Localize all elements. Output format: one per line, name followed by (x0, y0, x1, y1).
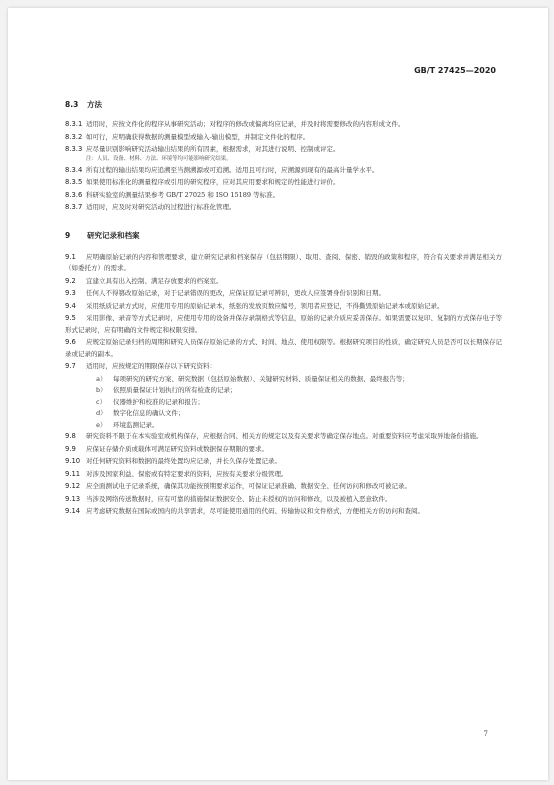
clause-number: 8.3.4 (65, 165, 83, 174)
clause-text: 任何人不得篡改原始记录，对于记录错误的更改，应保证原记录可辨识，更改人应签署身份识别和日期。 (86, 289, 385, 297)
clause-text: 适用时，应按规定的期限保存以下研究资料： (86, 362, 216, 370)
clause (65, 119, 502, 131)
section-number: 9 (65, 230, 71, 240)
list-item-text: 每项研究的研究方案、研究数据（包括原始数据）、关键研究材料、质量保证相关的数据、最终报告等； (113, 374, 409, 383)
document-page (8, 8, 548, 780)
clause-number: 8.3.5 (65, 178, 83, 186)
clause-number: 9.4 (65, 301, 76, 310)
clause-list (65, 431, 502, 518)
clause-text: 应保证存储介质或载体可满足研究资料或数据保存期限的要求。 (86, 444, 268, 453)
clause (65, 431, 502, 443)
clause (65, 132, 502, 144)
clause-number: 9.11 (65, 469, 81, 478)
section-title: 方法 (87, 100, 102, 109)
clause (65, 252, 502, 275)
clause-number: 9.7 (65, 362, 76, 370)
clause-text: 宜建立具有出入控制、满足存放要求的档案室。 (86, 276, 223, 285)
clause-text: 应全面测试电子记录系统，确保其功能按预期要求运作，可保证记录准确、数据安全、任何访问和修改可被记录。 (86, 482, 411, 490)
clause (65, 361, 502, 373)
list-item (65, 397, 502, 409)
document-body (65, 100, 502, 519)
clause-text: 应考虑研究数据在国际或国内的共享需求，尽可能使用通用的代码、传输协议和文件格式，方便相关方的访问和查阅。 (86, 507, 424, 515)
clause-number: 8.3.7 (65, 203, 83, 211)
section-title: 研究记录和档案 (87, 230, 140, 240)
clause-list (65, 119, 502, 156)
clause-number: 8.3.6 (65, 190, 83, 199)
clause-number: 9.10 (65, 457, 81, 465)
section-heading (65, 100, 502, 110)
list-item-text: 仪器维护和校准的记录和报告； (113, 397, 204, 406)
clause (65, 288, 502, 300)
clause (65, 456, 502, 468)
list-item (65, 374, 502, 386)
clause-list (65, 165, 502, 214)
list-item-text: 依照质量保证计划执行的所有检查的记录； (113, 386, 237, 394)
clause-text: 如果使用标准化的测量程序或引用的研究程序，应对其应用要求和规定的性能进行评价。 (86, 178, 340, 186)
clause-list (65, 252, 502, 373)
clause-text: 所有过程的输出结果均应追溯至当测溯源或可追溯。适用且可行时，应溯源到现有的最高计量学水平。 (86, 165, 379, 174)
clause-text: 如可行，应明确获得数据的测量模型或输入-输出模型，并制定文件化的程序。 (86, 132, 310, 141)
clause-text: 采用影像、录音等方式记录时，应使用专用的设备并保存录制格式等信息，原始的记录介质应妥善保存。如果需要以复印、复制的方式保存电子等形式记录时，应有明确的文件规定和权限安排。 (65, 314, 502, 334)
clause (65, 313, 502, 336)
list-item-text: 数字化信息的确认文件； (113, 409, 185, 417)
enumerated-list (65, 374, 502, 432)
list-item (65, 420, 502, 432)
list-item (65, 408, 502, 420)
clause (65, 276, 502, 288)
clause-text: 研究资料不限于在本实验室或机构保存，应根据合同、相关方的规定以及有关要求等确定保存地点。对重要资料应考虑采取异地备份措施。 (86, 432, 483, 440)
clause (65, 494, 502, 506)
note: 注：人员、设备、材料、方法、环境等均可能影响研究结果。 (86, 155, 232, 162)
clause (65, 301, 502, 313)
clause (65, 506, 502, 518)
clause-number: 9.9 (65, 444, 76, 453)
clause-number: 9.1 (65, 252, 76, 261)
clause-number: 9.6 (65, 338, 76, 346)
clause-number: 8.3.1 (65, 120, 83, 128)
clause-number: 8.3.3 (65, 145, 83, 153)
list-marker: e） (96, 420, 107, 429)
clause-number: 9.2 (65, 276, 76, 285)
clause-number: 8.3.2 (65, 132, 83, 141)
list-marker: b） (96, 386, 107, 394)
clause (65, 202, 502, 214)
list-marker: a） (96, 374, 107, 383)
clause-number: 9.12 (65, 482, 81, 490)
clause-text: 应明确原始记录的内容和管理要求，建立研究记录和档案保存（包括期限）、取用、查阅、保密、销毁的政策和程序，符合有关要求并满足相关方（如委托方）的需求。 (65, 252, 502, 272)
section-number: 8.3 (65, 100, 79, 109)
standard-number: GB/T 27425—2020 (414, 66, 496, 75)
list-item (65, 385, 502, 397)
clause (65, 469, 502, 481)
clause-number: 9.14 (65, 507, 81, 515)
clause-text: 适用时，应及时对研究活动的过程进行标准化管理。 (86, 203, 236, 211)
clause (65, 177, 502, 189)
clause-text: 应规定原始记录归档的周期和研究人员保存原始记录的方式、时间、地点、使用权限等。根据研究项目的性质，确定研究人员是否可以长期保存记录或记录的副本。 (65, 338, 502, 358)
list-marker: c） (96, 397, 107, 406)
list-marker: d） (96, 409, 107, 417)
clause-text: 适用时，应按文件化的程序从事研究活动；对程序的修改或偏离均应记录，并及时将需要修改的内容形成文件。 (86, 120, 405, 128)
clause (65, 337, 502, 360)
clause-text: 应尽量识别影响研究活动输出结果的所有因素，根据需求，对其进行说明、控制或评定。 (86, 145, 340, 153)
clause (65, 165, 502, 177)
clause-text: 对任何研究资料和数据的最终处置均应记录，并长久保存处置记录。 (86, 457, 281, 465)
clause (65, 481, 502, 493)
list-item-text: 环境监测记录。 (113, 420, 159, 429)
clause (65, 190, 502, 202)
clause-text: 科研实验室的测量结果参考 GB/T 27025 和 ISO 15189 等标准。 (86, 190, 280, 199)
clause-text: 采用纸质记录方式时，应使用专用的原始记录本，纸张的发放页数应编号，领用者应登记，不得撕毁原始记录本或原始记录。 (86, 301, 444, 310)
clause-text: 当涉及网络传送数据时，应有可靠的措施保证数据安全、防止未授权的访问和修改，以及被植入恶意软件。 (86, 494, 392, 503)
clause-number: 9.13 (65, 494, 81, 503)
clause-text: 对涉及国家利益、保密或有特定要求的资料，应按有关要求分级管理。 (86, 469, 288, 478)
clause-number: 9.8 (65, 432, 76, 440)
clause (65, 444, 502, 456)
clause-number: 9.3 (65, 289, 76, 297)
clause-number: 9.5 (65, 314, 76, 322)
section-heading (65, 231, 502, 241)
page-number: 7 (483, 730, 488, 738)
